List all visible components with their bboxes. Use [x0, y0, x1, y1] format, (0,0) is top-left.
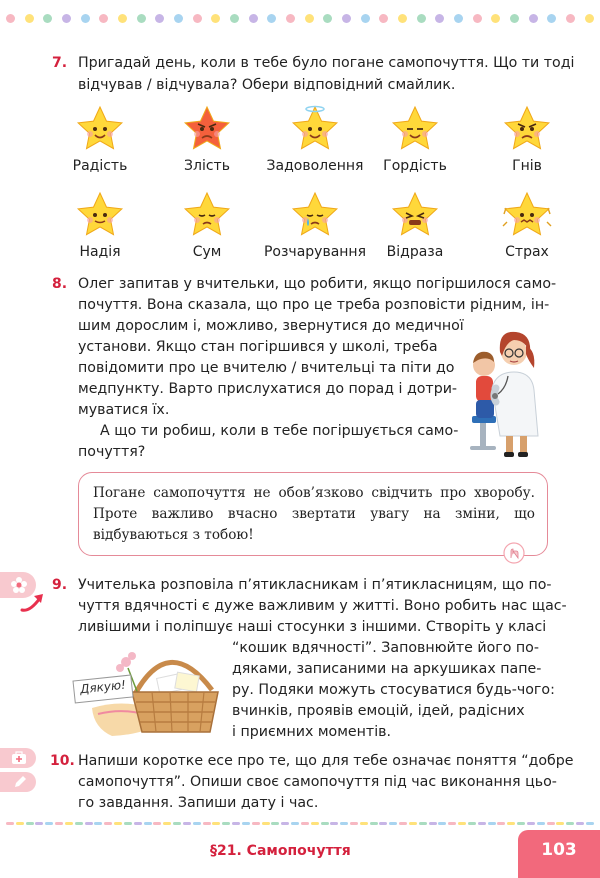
star-emoji-icon	[472, 104, 582, 152]
border-dot	[586, 822, 594, 825]
task-8-line-7: муватися їх.	[78, 402, 170, 418]
emotion-label: Злість	[184, 158, 230, 174]
bottom-dash-border	[0, 822, 600, 834]
emotion-option[interactable]	[472, 104, 582, 174]
border-dot	[114, 822, 122, 825]
task-9-line-6: ру. Подяки можуть стосуватися будь-чого:	[232, 682, 555, 698]
border-dot	[230, 14, 239, 23]
border-dot	[566, 822, 574, 825]
border-dot	[537, 822, 545, 825]
border-dot	[55, 822, 63, 825]
emotion-option[interactable]	[45, 190, 155, 260]
border-dot	[249, 14, 258, 23]
emotion-label: Радість	[72, 158, 128, 174]
border-dot	[370, 822, 378, 825]
task-9-line-5: дяками, записаними на аркушиках папе-	[232, 661, 542, 677]
border-dot	[507, 822, 515, 825]
task-8-line-5: повідомити про це вчителю / вчительці та піти до	[78, 360, 455, 376]
footer-section-title: §21. Самопочуття	[210, 843, 351, 859]
star-emoji-icon	[260, 104, 370, 152]
border-dot	[301, 822, 309, 825]
emotion-label: Страх	[505, 244, 549, 260]
border-dot	[417, 14, 426, 23]
border-dot	[281, 822, 289, 825]
star-emoji-icon	[152, 104, 262, 152]
border-dot	[118, 14, 127, 23]
border-dot	[547, 14, 556, 23]
task-8-line-6: медпункту. Варто прислухатися до порад і дотри-	[78, 381, 458, 397]
border-dot	[173, 822, 181, 825]
page-number-tab	[518, 830, 600, 878]
border-dot	[211, 14, 220, 23]
task-7-line-2: відчував / відчувала? Обери відповідний смайлик.	[78, 77, 456, 93]
border-dot	[85, 822, 93, 825]
top-dot-border	[0, 14, 600, 26]
border-dot	[330, 822, 338, 825]
task-8-line-8: А що ти робиш, коли в тебе погіршується само-	[100, 423, 459, 439]
emotion-option[interactable]	[260, 190, 370, 260]
border-dot	[419, 822, 427, 825]
emotion-label: Надія	[79, 244, 121, 260]
border-dot	[448, 822, 456, 825]
border-dot	[43, 14, 52, 23]
border-dot	[62, 14, 71, 23]
task-8-line-1: Олег запитав у вчительки, що робити, якщо погіршилося само-	[78, 276, 557, 292]
border-dot	[45, 822, 53, 825]
border-dot	[94, 822, 102, 825]
task-8-line-9: почуття?	[78, 444, 146, 460]
border-dot	[398, 14, 407, 23]
task-9-line-1: Учителька розповіла п’ятикласникам і п’ятикласницям, що по-	[78, 577, 552, 593]
task-9-line-7: вчинків, проявів емоцій, ідей, радісних	[232, 703, 525, 719]
border-dot	[16, 822, 24, 825]
border-dot	[232, 822, 240, 825]
border-dot	[193, 822, 201, 825]
page-number: 103	[541, 840, 577, 860]
border-dot	[478, 822, 486, 825]
pointing-hand-icon	[503, 542, 525, 564]
task-10-line-1: Напиши коротке есе про те, що для тебе означає поняття “добре	[78, 753, 574, 769]
task-7-number: 7.	[52, 55, 68, 71]
task-9-line-3: ливішими і поліпшує наші стосунки з іншими. Створіть у класі	[78, 619, 547, 635]
border-dot	[454, 14, 463, 23]
emotion-label: Відраза	[386, 244, 444, 260]
emotion-option[interactable]	[152, 190, 262, 260]
border-dot	[409, 822, 417, 825]
border-dot	[183, 822, 191, 825]
border-dot	[547, 822, 555, 825]
emotion-label: Розчарування	[263, 244, 367, 260]
border-dot	[379, 822, 387, 825]
first-aid-kit-icon	[11, 751, 27, 765]
border-dot	[585, 14, 594, 23]
border-dot	[99, 14, 108, 23]
border-dot	[163, 822, 171, 825]
border-dot	[389, 822, 397, 825]
border-dot	[212, 822, 220, 825]
star-emoji-icon	[45, 104, 155, 152]
border-dot	[193, 14, 202, 23]
border-dot	[576, 822, 584, 825]
border-dot	[488, 822, 496, 825]
border-dot	[321, 822, 329, 825]
border-dot	[155, 14, 164, 23]
advice-note-text: Погане самопочуття не обов’язково свідчить про хворобу. Проте важливо вчасно звертати увагу на зміни, що відбуваються з тобою!	[93, 485, 535, 543]
border-dot	[271, 822, 279, 825]
border-dot	[252, 822, 260, 825]
pen-icon	[12, 774, 28, 790]
star-emoji-icon	[472, 190, 582, 238]
border-dot	[6, 822, 14, 825]
border-dot	[242, 822, 250, 825]
emotion-option[interactable]	[360, 190, 470, 260]
border-dot	[517, 822, 525, 825]
emotion-option[interactable]	[45, 104, 155, 174]
task-8-line-4: установи. Якщо стан погіршився у школі, треба	[78, 339, 438, 355]
border-dot	[174, 14, 183, 23]
border-dot	[435, 14, 444, 23]
border-dot	[75, 822, 83, 825]
star-emoji-icon	[360, 104, 470, 152]
star-emoji-icon	[360, 190, 470, 238]
border-dot	[124, 822, 132, 825]
border-dot	[25, 14, 34, 23]
emotion-label: Сум	[192, 244, 222, 260]
border-dot	[203, 822, 211, 825]
border-dot	[527, 822, 535, 825]
border-dot	[510, 14, 519, 23]
border-dot	[468, 822, 476, 825]
border-dot	[267, 14, 276, 23]
border-dot	[438, 822, 446, 825]
task-10-line-3: го завдання. Запиши дату і час.	[78, 795, 319, 811]
border-dot	[26, 822, 34, 825]
border-dot	[153, 822, 161, 825]
emotion-option[interactable]	[360, 104, 470, 174]
border-dot	[323, 14, 332, 23]
border-dot	[491, 14, 500, 23]
task-7-line-1: Пригадай день, коли в тебе було погане самопочуття. Що ти тоді	[78, 55, 575, 71]
border-dot	[144, 822, 152, 825]
border-dot	[81, 14, 90, 23]
border-dot	[305, 14, 314, 23]
border-dot	[379, 14, 388, 23]
task-9-line-4: “кошик вдячності”. Заповнюйте його по-	[232, 640, 539, 656]
task-9-line-8: і приємних моментів.	[232, 724, 392, 740]
border-dot	[556, 822, 564, 825]
border-dot	[342, 14, 351, 23]
arrow-icon	[20, 588, 50, 614]
border-dot	[361, 14, 370, 23]
task-10-number: 10.	[50, 753, 75, 769]
border-dot	[429, 822, 437, 825]
task-10-line-2: самопочуття”. Опиши своє самопочуття під час виконання цьо-	[78, 774, 557, 790]
star-emoji-icon	[45, 190, 155, 238]
emotion-option[interactable]	[260, 104, 370, 174]
emotion-option[interactable]	[152, 104, 262, 174]
border-dot	[529, 14, 538, 23]
doctor-with-child-illustration	[462, 318, 557, 460]
task-8-number: 8.	[52, 276, 68, 292]
emotion-label: Гнів	[512, 158, 542, 174]
star-emoji-icon	[260, 190, 370, 238]
border-dot	[399, 822, 407, 825]
star-emoji-icon	[152, 190, 262, 238]
task-9-line-2: чуття вдячності є дуже важливим у житті. Воно робить нас щас-	[78, 598, 567, 614]
task-8-line-3: шим дорослим і, можливо, звернутися до медичної	[78, 318, 464, 334]
border-dot	[360, 822, 368, 825]
border-dot	[458, 822, 466, 825]
border-dot	[134, 822, 142, 825]
border-dot	[473, 14, 482, 23]
advice-note-box	[78, 472, 548, 556]
border-dot	[65, 822, 73, 825]
emotion-label: Гордість	[383, 158, 447, 174]
border-dot	[286, 14, 295, 23]
task-9-number: 9.	[52, 577, 68, 593]
border-dot	[497, 822, 505, 825]
emotion-label: Задоволення	[266, 158, 364, 174]
border-dot	[6, 14, 15, 23]
border-dot	[137, 14, 146, 23]
basket-thanks-label: Дякую!	[79, 677, 127, 697]
task-8-line-2: почуття. Вона сказала, що про це треба розповісти рідним, ін-	[78, 297, 550, 313]
border-dot	[566, 14, 575, 23]
border-dot	[222, 822, 230, 825]
border-dot	[291, 822, 299, 825]
border-dot	[340, 822, 348, 825]
emotion-option[interactable]	[472, 190, 582, 260]
border-dot	[350, 822, 358, 825]
border-dot	[35, 822, 43, 825]
border-dot	[262, 822, 270, 825]
border-dot	[104, 822, 112, 825]
border-dot	[311, 822, 319, 825]
